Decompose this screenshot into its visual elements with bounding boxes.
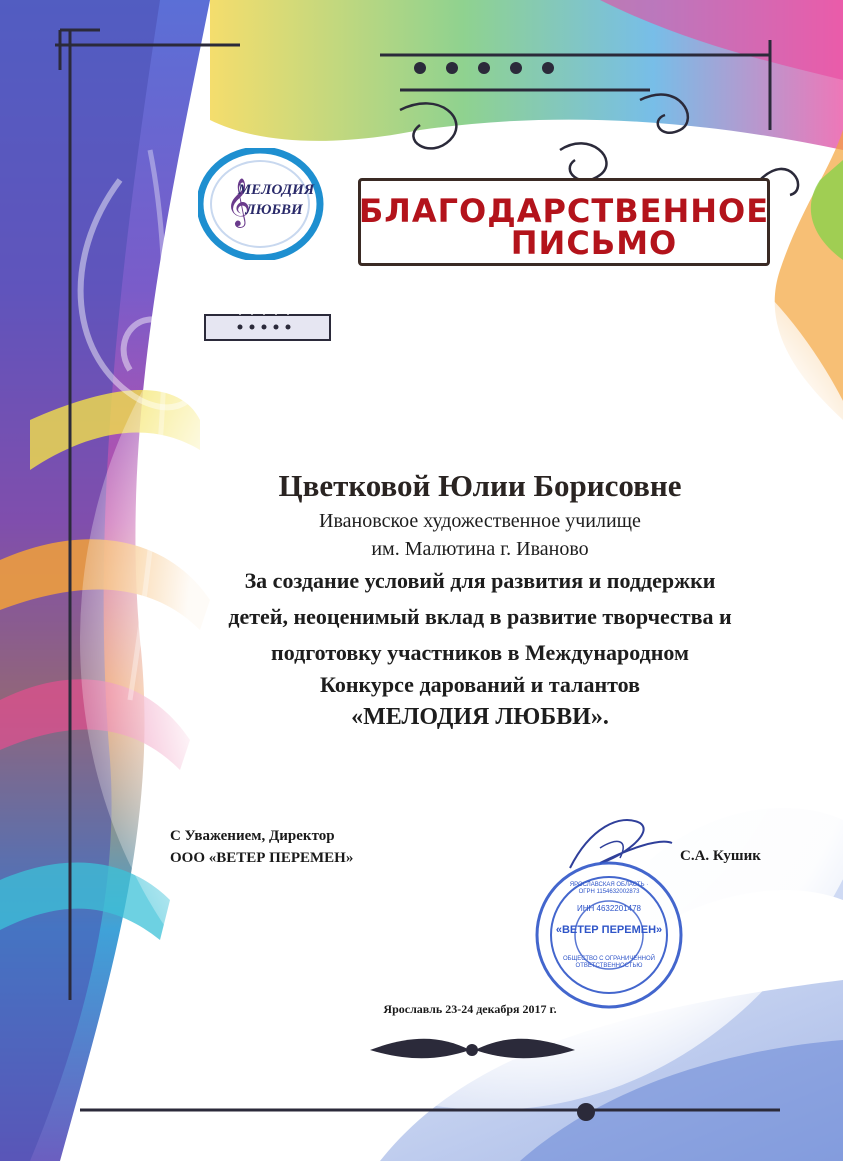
body-line3: подготовку участников в Международном — [271, 640, 689, 665]
body-line4: Конкурсе дарований и талантов — [320, 672, 640, 697]
svg-text:𝄞: 𝄞 — [226, 177, 251, 226]
stamp-center-text: «ВЕТЕР ПЕРЕМЕН» — [555, 924, 663, 936]
stamp-ring-top: ЯРОСЛАВСКАЯ ОБЛАСТЬ · ОГРН 1154632002873 — [569, 882, 649, 895]
signature-name: С.А. Кушик — [680, 848, 761, 864]
signature-position: С Уважением, Директор — [170, 828, 335, 844]
place-and-date: Ярославль 23-24 декабря 2017 г. — [383, 1002, 557, 1016]
body-line2: детей, неоценимый вклад в развитие творчества и — [228, 604, 732, 629]
logo-text-top: МЕЛОДИЯ — [237, 182, 315, 198]
body-line1: За создание условий для развития и поддержки — [244, 568, 716, 593]
stamp-ring-bottom: ОБЩЕСТВО С ОГРАНИЧЕННОЙ ОТВЕТСТВЕННОСТЬЮ — [563, 956, 655, 969]
logo-text-bottom: ЛЮБВИ — [245, 202, 303, 218]
stamp-inn: ИНН 4632201478 — [576, 904, 642, 913]
document-title-line2: ПИСЬМО — [510, 224, 678, 262]
institution-line2: им. Малютина г. Иваново — [371, 538, 589, 560]
logo — [198, 148, 328, 260]
company-stamp — [534, 860, 684, 1010]
body-line5: «МЕЛОДИЯ ЛЮБВИ». — [351, 704, 609, 730]
recipient-name: Цветковой Юлии Борисовне — [278, 468, 682, 503]
institution-line1: Ивановское художественное училище — [319, 510, 641, 532]
signature-company: ООО «ВЕТЕР ПЕРЕМЕН» — [170, 850, 354, 866]
document-title-line1: БЛАГОДАРСТВЕННОЕ — [358, 192, 770, 230]
